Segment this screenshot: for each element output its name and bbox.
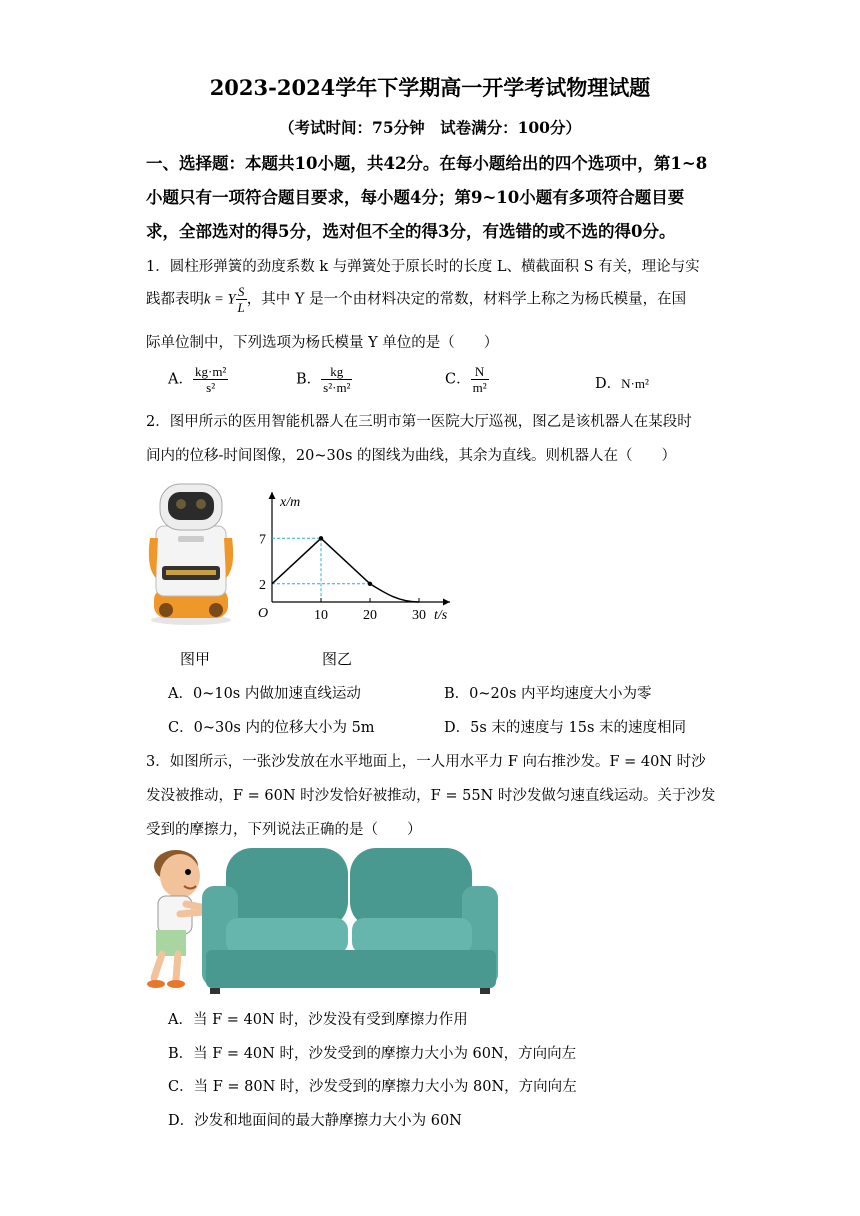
xt-series-line — [272, 538, 419, 602]
x-tick-label: 10 — [314, 608, 328, 623]
q3-stem-line-2: 发没被推动，F = 60N 时沙发恰好被推动，F = 55N 时沙发做匀速直线运动。关于沙发 — [146, 788, 716, 804]
q2-stem-line-1: 2．图甲所示的医用智能机器人在三明市第一医院大厅巡视，图乙是该机器人在某段时 — [146, 414, 692, 430]
q1-stem-line-2: 践都表明k = Y $\frac{S}{L}$ ，其中 Y 是一个由材料决定的常数，材料学上称之为杨氏模量，在国 — [146, 284, 687, 315]
fig-a-label: 图甲 — [180, 651, 211, 668]
q1-stem-line-1: 1．圆柱形弹簧的劲度系数 k 与弹簧处于原长时的长度 L、横截面积 S 有关，理论与实 — [146, 259, 700, 275]
q2-option-c: C．0~30s 内的位移大小为 5m — [168, 720, 375, 736]
q1-option-a: A． $\frac{\text{kg·m²}}{\text{s²}}$ — [168, 364, 227, 395]
q2-option-d: D．5s 末的速度与 15s 末的速度相同 — [444, 720, 687, 736]
data-point — [319, 536, 323, 540]
robot-illustration — [148, 478, 234, 626]
fig-b-label: 图乙 — [322, 651, 353, 668]
q1-option-d: D．N·m² — [595, 376, 649, 392]
q1-formula-lhs: k = Y — [204, 291, 236, 308]
q3-option-b: B．当 F = 40N 时，沙发受到的摩擦力大小为 60N，方向向左 — [168, 1046, 577, 1062]
y-axis-label: x/m — [280, 495, 301, 510]
section-heading-line-2: 小题只有一项符合题目要求，每小题4分；第9~10小题有多项符合题目要 — [146, 188, 685, 207]
exam-info: （考试时间：75分钟 试卷满分：100分） — [279, 118, 581, 137]
x-tick-label: 30 — [412, 608, 426, 623]
xt-graph — [250, 488, 460, 623]
q3-option-d: D．沙发和地面间的最大静摩擦力大小为 60N — [168, 1113, 462, 1129]
data-point — [368, 582, 372, 586]
section-heading-line-3: 求，全部选对的得5分，选对但不全的得3分，有选错的或不选的得0分。 — [146, 222, 676, 241]
section-heading-line-1: 一、选择题：本题共10小题，共42分。在每小题给出的四个选项中，第1~8 — [146, 154, 708, 173]
q3-stem-line-1: 3．如图所示，一张沙发放在水平地面上，一人用水平力 F 向右推沙发。F = 40N 时沙 — [146, 754, 706, 770]
q2-stem-line-2: 间内的位移-时间图像，20~30s 的图线为曲线，其余为直线。则机器人在（ ） — [146, 448, 676, 464]
q1-option-b: B． $\frac{kg}{\text{s²·m²}}$ — [296, 364, 351, 395]
y-tick-label: 2 — [259, 577, 266, 593]
q2-option-b: B．0~20s 内平均速度大小为零 — [444, 686, 652, 702]
q1-option-c: C． $\frac{N}{\text{m²}}$ — [445, 364, 487, 395]
q2-option-a: A．0~10s 内做加速直线运动 — [168, 686, 361, 702]
y-tick-label: 7 — [259, 532, 266, 548]
x-tick-label: 20 — [363, 608, 377, 623]
q1-formula-fraction: $\frac{S}{L}$ — [237, 284, 245, 315]
x-axis-label: t/s — [434, 608, 448, 623]
page-title: 2023-2024学年下学期高一开学考试物理试题 — [209, 75, 651, 100]
origin-label: O — [258, 606, 269, 621]
q3-option-a: A．当 F = 40N 时，沙发没有受到摩擦力作用 — [168, 1012, 468, 1028]
q1-stem-line-3: 际单位制中，下列选项为杨氏模量 Y 单位的是（ ） — [146, 335, 499, 351]
q3-stem-line-3: 受到的摩擦力，下列说法正确的是（ ） — [146, 822, 422, 838]
q3-option-c: C．当 F = 80N 时，沙发受到的摩擦力大小为 80N，方向向左 — [168, 1079, 577, 1095]
sofa-push-illustration — [146, 846, 502, 996]
